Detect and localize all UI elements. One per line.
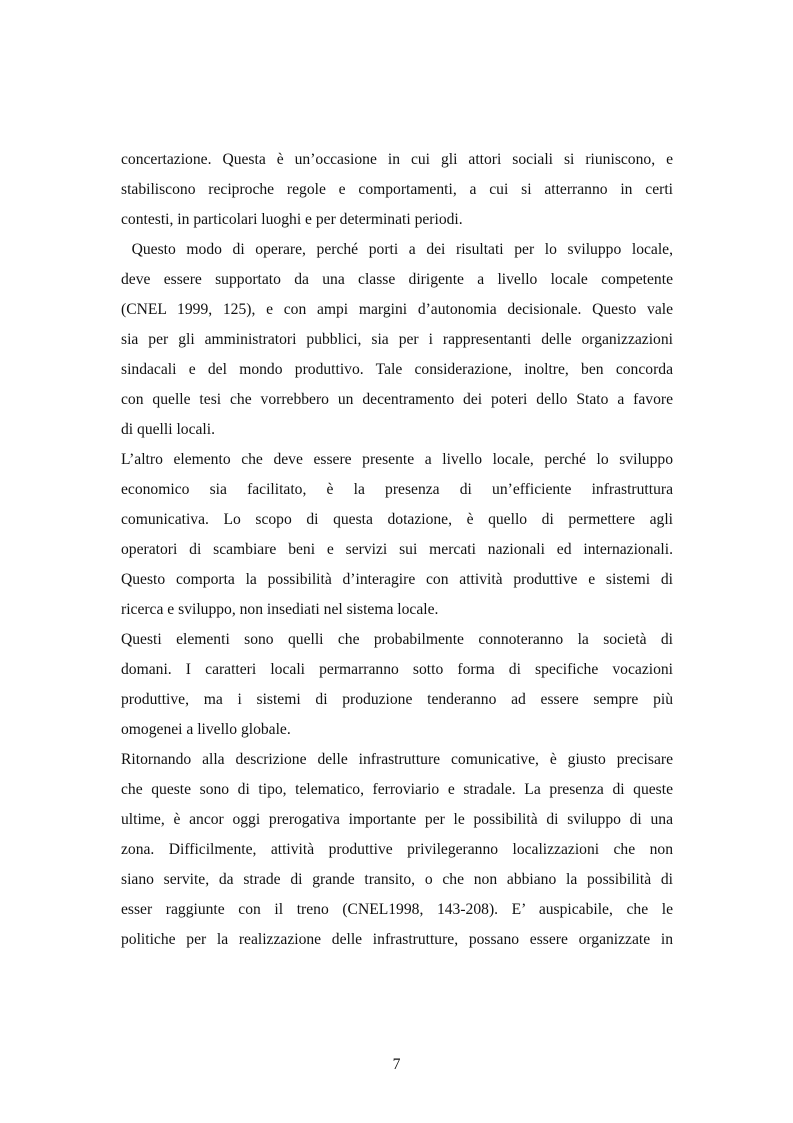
text-line: (CNEL 1999, 125), e con ampi margini d’autonomia decisionale. Questo vale (121, 301, 673, 318)
text-line: stabiliscono reciproche regole e comportamenti, a cui si atterranno in certi (121, 181, 673, 198)
page-body-text (121, 145, 673, 955)
text-line: Questo comporta la possibilità d’interagire con attività produttive e sistemi di (121, 571, 673, 588)
text-line: contesti, in particolari luoghi e per determinati periodi. (121, 211, 463, 228)
text-line: economico sia facilitato, è la presenza di un’efficiente infrastruttura (121, 481, 673, 498)
text-line: zona. Difficilmente, attività produttive privilegeranno localizzazioni che non (121, 841, 673, 858)
text-line: Ritornando alla descrizione delle infrastrutture comunicative, è giusto precisare (121, 751, 673, 768)
text-line: politiche per la realizzazione delle infrastrutture, possano essere organizzate in (121, 931, 673, 948)
text-line: con quelle tesi che vorrebbero un decentramento dei poteri dello Stato a favore (121, 391, 673, 408)
text-line: di quelli locali. (121, 421, 215, 438)
text-line: omogenei a livello globale. (121, 721, 291, 738)
text-line: concertazione. Questa è un’occasione in cui gli attori sociali si riuniscono, e (121, 151, 673, 168)
text-line: sindacali e del mondo produttivo. Tale considerazione, inoltre, ben concorda (121, 361, 673, 378)
text-line: L’altro elemento che deve essere presente a livello locale, perché lo sviluppo (121, 451, 673, 468)
text-line: ricerca e sviluppo, non insediati nel sistema locale. (121, 601, 439, 618)
text-line: sia per gli amministratori pubblici, sia per i rappresentanti delle organizzazioni (121, 331, 673, 348)
page-number: 7 (392, 1056, 401, 1073)
text-line: comunicativa. Lo scopo di questa dotazione, è quello di permettere agli (121, 511, 673, 528)
text-line: esser raggiunte con il treno (CNEL1998, 143-208). E’ auspicabile, che le (121, 901, 673, 918)
text-line: che queste sono di tipo, telematico, ferroviario e stradale. La presenza di queste (121, 781, 673, 798)
text-line: operatori di scambiare beni e servizi sui mercati nazionali ed internazionali. (121, 541, 673, 558)
text-line: Questo modo di operare, perché porti a dei risultati per lo sviluppo locale, (121, 241, 673, 258)
text-line: siano servite, da strade di grande transito, o che non abbiano la possibilità di (121, 871, 673, 888)
text-line: domani. I caratteri locali permarranno sotto forma di specifiche vocazioni (121, 661, 673, 678)
text-line: ultime, è ancor oggi prerogativa importante per le possibilità di sviluppo di una (121, 811, 673, 828)
text-line: produttive, ma i sistemi di produzione tenderanno ad essere sempre più (121, 691, 673, 708)
text-line: deve essere supportato da una classe dirigente a livello locale competente (121, 271, 673, 288)
text-line: Questi elementi sono quelli che probabilmente connoteranno la società di (121, 631, 673, 648)
